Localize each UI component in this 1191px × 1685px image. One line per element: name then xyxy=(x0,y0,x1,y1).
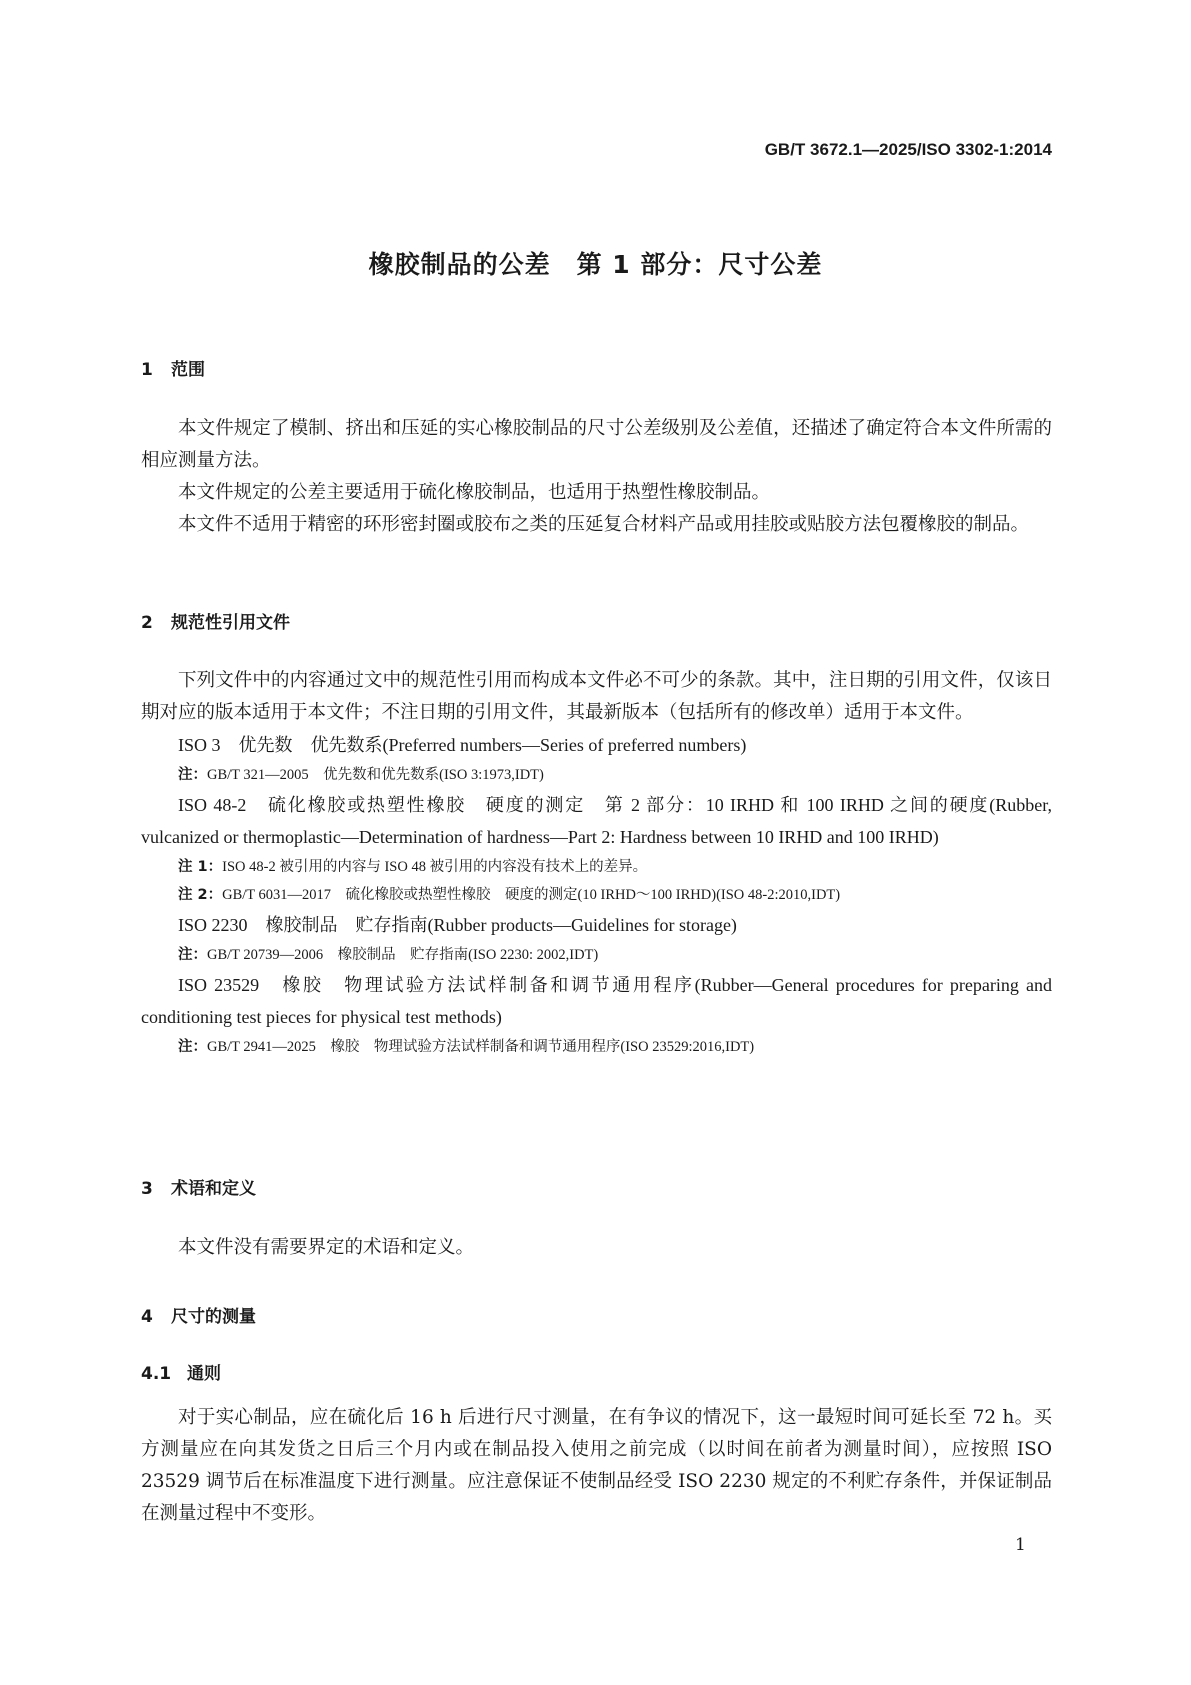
reference-item: ISO 48-2 硫化橡胶或热塑性橡胶 硬度的测定 第 2 部分：10 IRHD 和 100 IRHD 之间的硬度(Rubber, vulcanized or thermoplastic—Determination of hardness—Part 2: Hardness between 10 IRHD and 100 IRHD) xyxy=(141,795,1052,847)
note-text: GB/T 2941—2025 橡胶 物理试验方法试样制备和调节通用程序(ISO 23529:2016,IDT) xyxy=(207,1039,755,1055)
paragraph: 本文件不适用于精密的环形密封圈或胶布之类的压延复合材料产品或用挂胶或贴胶方法包覆橡胶的制品。 xyxy=(178,514,1030,535)
note-text: ISO 48-2 被引用的内容与 ISO 48 被引用的内容没有技术上的差异。 xyxy=(222,859,648,875)
note-label: 注 1： xyxy=(178,859,223,875)
note-text: GB/T 20739—2006 橡胶制品 贮存指南(ISO 2230: 2002,IDT) xyxy=(207,947,599,963)
reference-note xyxy=(141,1033,1052,1061)
section-title: 通则 xyxy=(187,1364,221,1384)
section-number: 2 xyxy=(141,613,153,633)
note-label: 注： xyxy=(178,767,207,783)
note-text: GB/T 6031—2017 硫化橡胶或热塑性橡胶 硬度的测定(10 IRHD～100 IRHD)(ISO 48-2:2010,IDT) xyxy=(222,887,841,903)
section-title: 规范性引用文件 xyxy=(171,613,290,633)
section-number: 3 xyxy=(141,1179,153,1199)
reference-note xyxy=(141,941,1052,969)
section-1-heading xyxy=(141,355,1052,380)
section-title: 范围 xyxy=(171,360,205,380)
section-number: 1 xyxy=(141,360,153,380)
paragraph: 本文件规定了模制、挤出和压延的实心橡胶制品的尺寸公差级别及公差值，还描述了确定符合本文件所需的相应测量方法。 xyxy=(141,418,1052,471)
document-title: 橡胶制品的公差 第 1 部分：尺寸公差 xyxy=(368,250,823,279)
paragraph: 本文件没有需要界定的术语和定义。 xyxy=(178,1237,475,1258)
paragraph: 对于实心制品，应在硫化后 16 h 后进行尺寸测量，在有争议的情况下，这一最短时间可延长至 72 h。买方测量应在向其发货之日后三个月内或在制品投入使用之前完成（以时间在前者为测量时间），应按照 ISO 23529 调节后在标准温度下进行测量。应注意保证不使制品经受 ISO 2230 规定的不利贮存条件，并保证制品在测量过程中不变形。 xyxy=(141,1407,1052,1524)
reference-note xyxy=(141,853,1052,881)
section-title: 术语和定义 xyxy=(171,1179,256,1199)
reference-item: ISO 3 优先数 优先数系(Preferred numbers—Series of preferred numbers) xyxy=(178,735,747,755)
section-1-body xyxy=(141,413,1052,541)
section-2-body xyxy=(141,665,1052,1061)
reference-note xyxy=(141,761,1052,789)
reference-note xyxy=(141,881,1052,909)
section-2-heading xyxy=(141,608,1052,633)
note-text: GB/T 321—2005 优先数和优先数系(ISO 3:1973,IDT) xyxy=(207,767,544,783)
page-number: 1 xyxy=(1015,1535,1026,1555)
section-number: 4.1 xyxy=(141,1364,172,1384)
section-3-heading xyxy=(141,1174,1052,1199)
paragraph: 本文件规定的公差主要适用于硫化橡胶制品，也适用于热塑性橡胶制品。 xyxy=(178,482,771,503)
paragraph: 下列文件中的内容通过文中的规范性引用而构成本文件必不可少的条款。其中，注日期的引用文件，仅该日期对应的版本适用于本文件；不注日期的引用文件，其最新版本（包括所有的修改单）适用于本文件。 xyxy=(141,670,1052,723)
standard-number-header: GB/T 3672.1—2025/ISO 3302-1:2014 xyxy=(764,140,1052,159)
reference-item: ISO 23529 橡胶 物理试验方法试样制备和调节通用程序(Rubber—General procedures for preparing and conditioning test pieces for physical test methods) xyxy=(141,975,1052,1027)
note-label: 注 2： xyxy=(178,887,223,903)
reference-item: ISO 2230 橡胶制品 贮存指南(Rubber products—Guidelines for storage) xyxy=(178,915,737,935)
section-title: 尺寸的测量 xyxy=(171,1307,256,1327)
note-label: 注： xyxy=(178,947,207,963)
section-number: 4 xyxy=(141,1307,153,1327)
section-4-heading xyxy=(141,1302,1052,1327)
note-label: 注： xyxy=(178,1039,207,1055)
section-4-1-heading xyxy=(141,1359,1052,1384)
